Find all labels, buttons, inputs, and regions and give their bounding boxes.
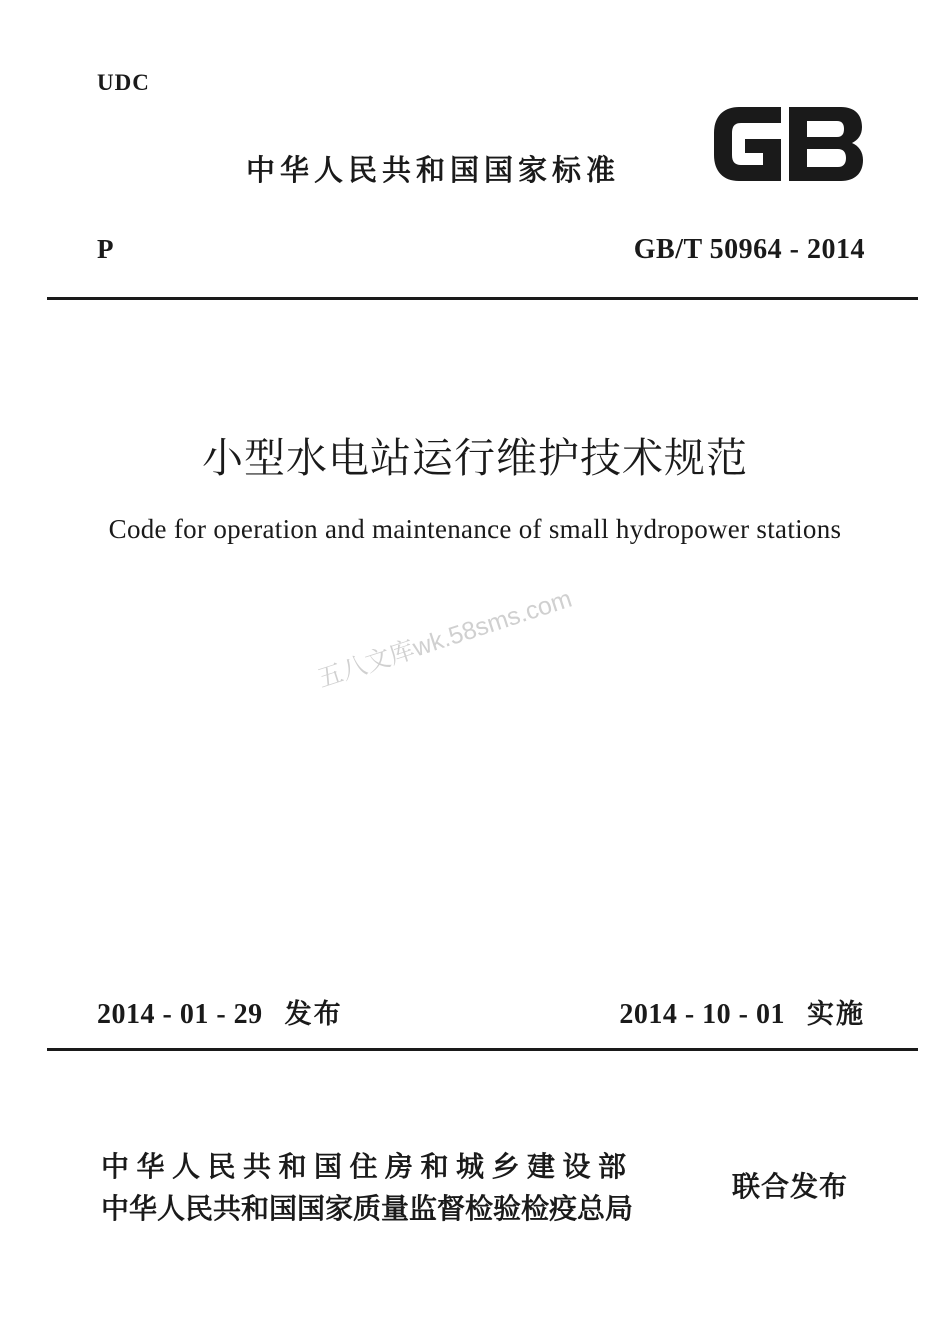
implementation-label: 实施 xyxy=(807,999,865,1030)
title-chinese: 小型水电站运行维护技术规范 xyxy=(202,434,748,482)
publisher-line-2: 中华人民共和国国家质量监督检验检疫总局 xyxy=(101,1192,634,1225)
standard-number: GB/T 50964 - 2014 xyxy=(633,234,865,265)
classification-code: P xyxy=(97,234,114,264)
issue-date-block xyxy=(97,992,343,1031)
title-english: Code for operation and maintenance of small hydropower stations xyxy=(108,514,842,544)
national-standard-label: 中华人民共和国国家标准 xyxy=(246,153,621,187)
gb-logo xyxy=(711,103,865,185)
issue-label: 发布 xyxy=(284,999,343,1030)
top-divider xyxy=(47,297,918,300)
joint-issue-label: 联合发布 xyxy=(732,1170,849,1203)
implementation-date: 2014 - 10 - 01 xyxy=(619,999,785,1030)
implementation-date-block xyxy=(619,992,865,1031)
publisher-line-1: 中华人民共和国住房和城乡建设部 xyxy=(101,1150,634,1183)
bottom-divider xyxy=(47,1048,918,1051)
issue-date: 2014 - 01 - 29 xyxy=(97,999,263,1030)
udc-label: UDC xyxy=(97,70,150,95)
watermark: 五八文库wk.58sms.com xyxy=(314,584,576,694)
